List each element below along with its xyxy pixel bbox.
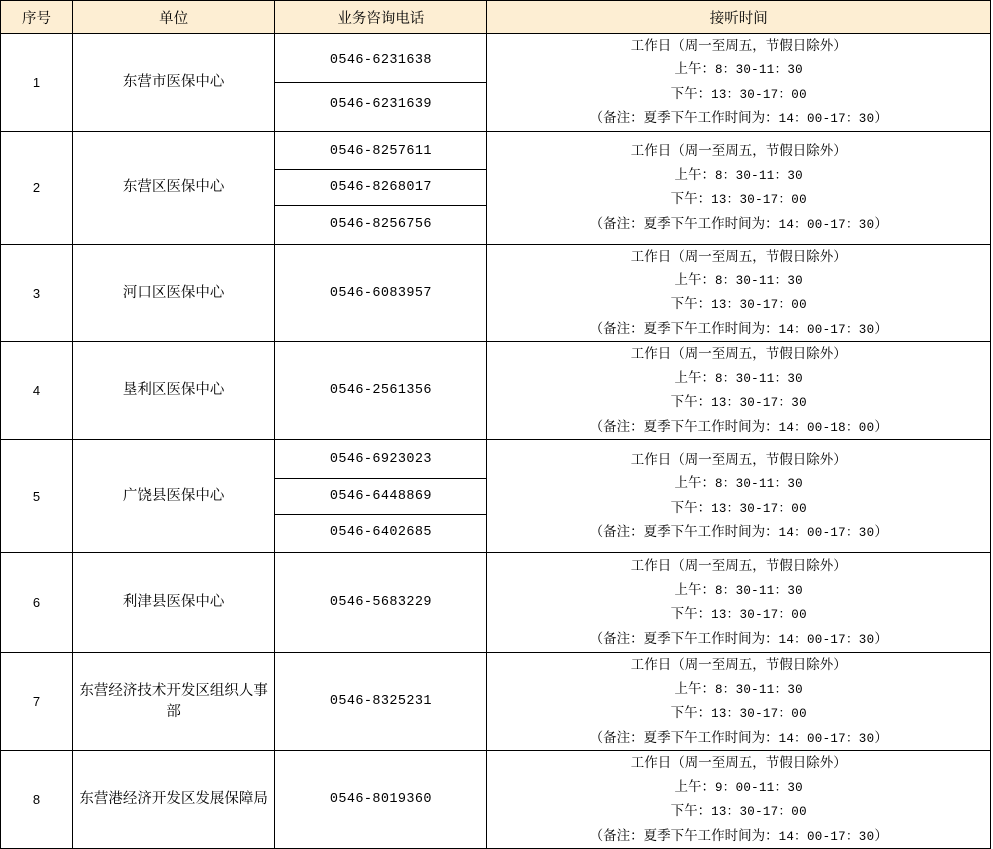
row-time [487, 244, 991, 342]
note-value: 14：00-17：30 [778, 217, 875, 232]
note-prefix: （备注：夏季下午工作时间为： [589, 215, 779, 231]
afternoon-label: 下午： [670, 296, 712, 312]
note-prefix: （备注：夏季下午工作时间为： [589, 630, 779, 646]
phone-number: 0546-6448869 [275, 478, 486, 514]
phone-number: 0546-6402685 [275, 514, 486, 551]
time-line-note [487, 317, 990, 342]
note-suffix: ） [874, 827, 888, 843]
row-time [487, 440, 991, 553]
morning-value: 8：30-11：30 [714, 583, 803, 598]
time-line-afternoon [487, 799, 990, 824]
afternoon-label: 下午： [670, 394, 712, 410]
afternoon-label: 下午： [670, 705, 712, 721]
row-unit: 东营港经济开发区发展保障局 [73, 751, 275, 849]
morning-value: 9：00-11：30 [714, 780, 803, 795]
morning-value: 8：30-11：30 [714, 477, 803, 492]
morning-value: 8：30-11：30 [714, 682, 803, 697]
row-unit: 东营区医保中心 [73, 131, 275, 244]
morning-label: 上午： [674, 680, 715, 696]
morning-label: 上午： [674, 778, 715, 794]
phone-number: 0546-8257611 [329, 143, 432, 159]
table-row [1, 34, 991, 132]
note-prefix: （备注：夏季下午工作时间为： [589, 320, 779, 336]
time-line-afternoon [487, 496, 990, 521]
time-line-morning [487, 677, 990, 702]
row-phones [275, 131, 487, 244]
morning-label: 上午： [674, 475, 715, 491]
phone-stack [275, 442, 486, 551]
morning-label: 上午： [674, 369, 715, 385]
phone-stack [275, 246, 486, 340]
row-phones [275, 34, 487, 132]
row-time [487, 131, 991, 244]
table-row [1, 653, 991, 751]
table-row [1, 440, 991, 553]
time-line-workday: 工作日（周一至周五，节假日除外） [630, 558, 847, 574]
time-line-note [487, 824, 990, 849]
afternoon-value: 13：30-17：00 [711, 87, 807, 102]
time-line-afternoon [487, 701, 990, 726]
phone-stack [275, 39, 486, 125]
phone-number: 0546-6231638 [329, 53, 432, 69]
phone-stack [275, 654, 486, 750]
morning-value: 8：30-11：30 [714, 63, 803, 78]
table-header [1, 1, 991, 34]
morning-label: 上午： [674, 581, 715, 597]
row-unit: 垦利区医保中心 [73, 342, 275, 440]
note-value: 14：00-18：00 [778, 420, 875, 435]
time-line-morning [487, 163, 990, 188]
row-phones [275, 440, 487, 553]
note-value: 14：00-17：30 [778, 112, 875, 127]
note-prefix: （备注：夏季下午工作时间为： [589, 110, 779, 126]
row-unit: 广饶县医保中心 [73, 440, 275, 553]
note-value: 14：00-17：30 [778, 829, 875, 844]
time-line-workday: 工作日（周一至周五，节假日除外） [630, 657, 847, 673]
time-line-workday: 工作日（周一至周五，节假日除外） [630, 451, 847, 467]
row-time [487, 653, 991, 751]
note-suffix: ） [874, 524, 888, 540]
time-line-afternoon [487, 187, 990, 212]
note-prefix: （备注：夏季下午工作时间为： [589, 729, 779, 745]
time-line-afternoon [487, 292, 990, 317]
note-suffix: ） [874, 418, 888, 434]
note-suffix: ） [874, 630, 888, 646]
time-line-workday: 工作日（周一至周五，节假日除外） [630, 38, 847, 53]
time-line-workday: 工作日（周一至周五，节假日除外） [630, 755, 847, 771]
note-suffix: ） [874, 320, 888, 336]
time-line-morning [487, 268, 990, 293]
note-value: 14：00-17：30 [778, 322, 875, 337]
afternoon-value: 13：30-17：00 [711, 805, 807, 820]
afternoon-label: 下午： [670, 803, 712, 819]
time-line-morning [487, 57, 990, 82]
time-line-afternoon [487, 82, 990, 107]
table-body [1, 34, 991, 849]
note-suffix: ） [874, 215, 888, 231]
row-index: 1 [1, 34, 73, 132]
phone-number: 0546-6083957 [329, 285, 432, 301]
morning-label: 上午： [674, 271, 715, 287]
row-index: 8 [1, 751, 73, 849]
time-line-note [487, 726, 990, 751]
time-line-note [487, 627, 990, 652]
row-index: 2 [1, 131, 73, 244]
morning-label: 上午： [674, 61, 715, 77]
phone-number: 0546-8325231 [329, 694, 432, 710]
time-line-workday: 工作日（周一至周五，节假日除外） [630, 248, 847, 264]
morning-value: 8：30-11：30 [714, 371, 803, 386]
table-row [1, 131, 991, 244]
morning-value: 8：30-11：30 [714, 168, 803, 183]
row-unit: 利津县医保中心 [73, 553, 275, 653]
column-header-time: 接听时间 [487, 1, 991, 34]
row-index: 3 [1, 244, 73, 342]
afternoon-value: 13：30-17：30 [711, 396, 807, 411]
phone-number: 0546-8019360 [329, 792, 432, 808]
note-suffix: ） [874, 729, 888, 745]
time-line-morning [487, 471, 990, 496]
row-phones [275, 244, 487, 342]
time-line-afternoon [487, 390, 990, 415]
row-index: 6 [1, 553, 73, 653]
table-row [1, 342, 991, 440]
time-line-morning [487, 366, 990, 391]
phone-number: 0546-5683229 [329, 595, 432, 611]
time-line-note [487, 415, 990, 440]
afternoon-value: 13：30-17：00 [711, 707, 807, 722]
phone-number: 0546-6923023 [329, 452, 432, 468]
time-line-workday: 工作日（周一至周五，节假日除外） [630, 346, 847, 362]
note-prefix: （备注：夏季下午工作时间为： [589, 524, 779, 540]
phone-number: 0546-8268017 [275, 169, 486, 205]
note-value: 14：00-17：30 [778, 632, 875, 647]
row-index: 4 [1, 342, 73, 440]
row-phones [275, 342, 487, 440]
phone-number: 0546-8256756 [275, 205, 486, 242]
phone-stack [275, 752, 486, 848]
time-line-workday: 工作日（周一至周五，节假日除外） [630, 143, 847, 159]
table-row [1, 244, 991, 342]
header-row [1, 1, 991, 34]
row-index: 5 [1, 440, 73, 553]
time-line-note [487, 520, 990, 545]
note-prefix: （备注：夏季下午工作时间为： [589, 827, 779, 843]
row-time [487, 34, 991, 132]
row-index: 7 [1, 653, 73, 751]
afternoon-value: 13：30-17：00 [711, 193, 807, 208]
morning-label: 上午： [674, 166, 715, 182]
afternoon-label: 下午： [670, 606, 712, 622]
row-unit: 东营市医保中心 [73, 34, 275, 132]
column-header-unit: 单位 [73, 1, 275, 34]
time-line-note [487, 212, 990, 237]
column-header-phone: 业务咨询电话 [275, 1, 487, 34]
row-time [487, 342, 991, 440]
afternoon-label: 下午： [670, 499, 712, 515]
phone-stack [275, 554, 486, 652]
row-time [487, 553, 991, 653]
afternoon-value: 13：30-17：00 [711, 298, 807, 313]
note-value: 14：00-17：30 [778, 731, 875, 746]
row-unit: 河口区医保中心 [73, 244, 275, 342]
time-line-afternoon [487, 602, 990, 627]
column-header-index: 序号 [1, 1, 73, 34]
afternoon-label: 下午： [670, 85, 712, 101]
afternoon-label: 下午： [670, 191, 712, 207]
note-prefix: （备注：夏季下午工作时间为： [589, 418, 779, 434]
phone-number: 0546-2561356 [329, 383, 432, 399]
time-line-morning [487, 578, 990, 603]
afternoon-value: 13：30-17：00 [711, 501, 807, 516]
time-line-note [487, 106, 990, 131]
afternoon-value: 13：30-17：00 [711, 608, 807, 623]
phone-stack [275, 344, 486, 438]
phone-number: 0546-6231639 [275, 82, 486, 125]
phone-stack [275, 133, 486, 242]
table-row [1, 553, 991, 653]
morning-value: 8：30-11：30 [714, 273, 803, 288]
note-suffix: ） [874, 110, 888, 126]
note-value: 14：00-17：30 [778, 526, 875, 541]
row-phones [275, 653, 487, 751]
row-phones [275, 553, 487, 653]
time-line-morning [487, 775, 990, 800]
row-unit: 东营经济技术开发区组织人事部 [73, 653, 275, 751]
